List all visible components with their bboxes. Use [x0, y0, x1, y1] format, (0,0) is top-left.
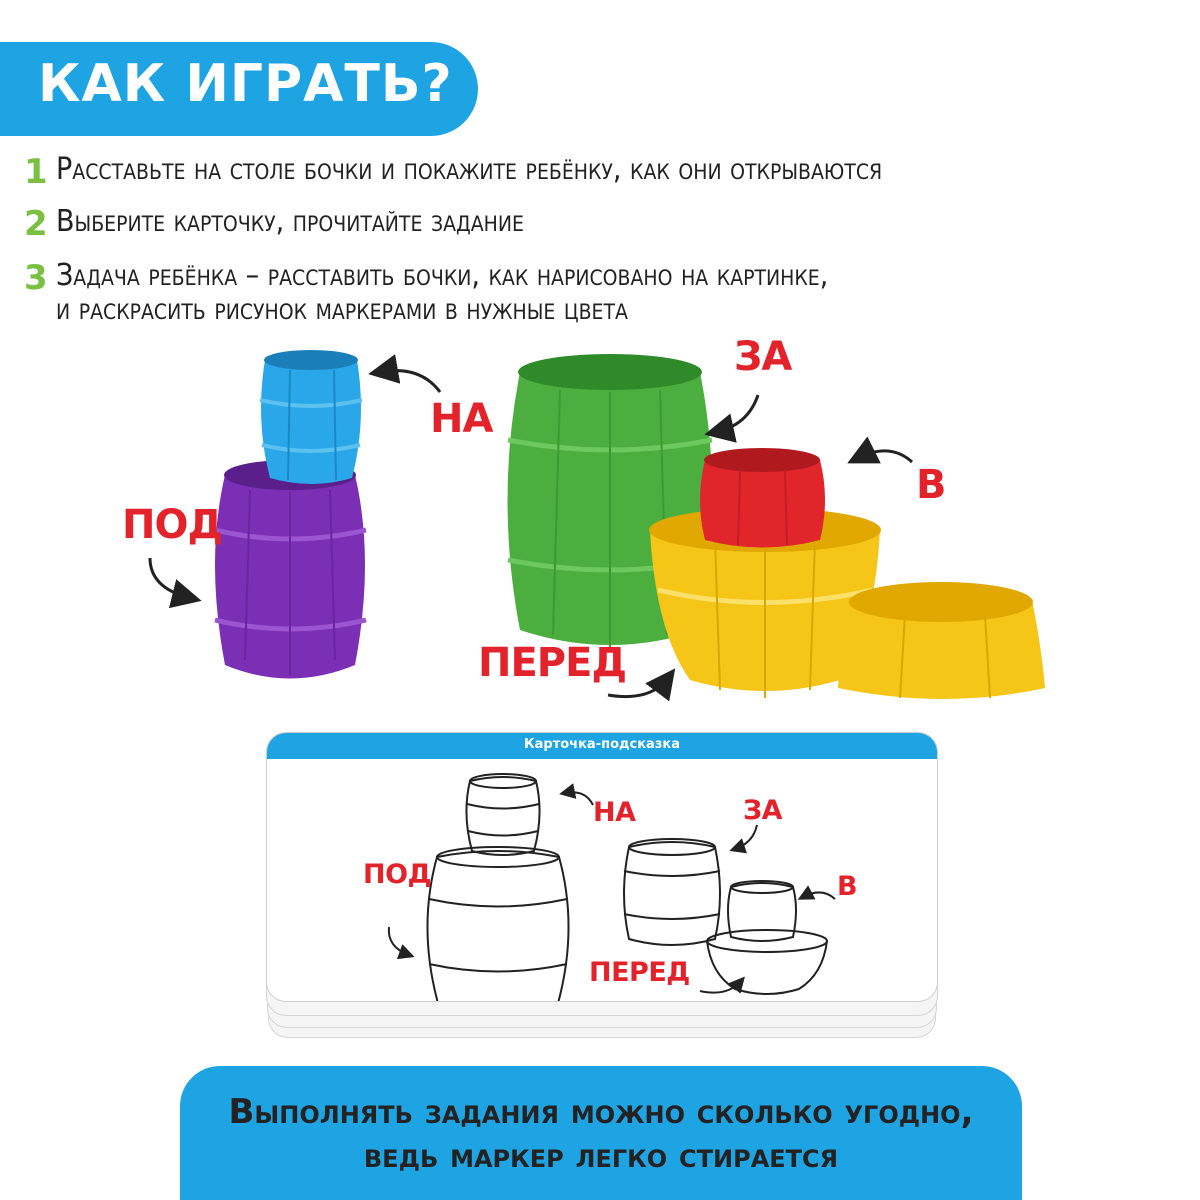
label-in: В [916, 462, 946, 508]
yellow-small-bowl-icon [838, 582, 1045, 699]
step-2-number: 2 [24, 204, 48, 244]
purple-barrel-icon [215, 460, 366, 679]
bottom-text-line-1: Выполнять задания можно сколько угодно, [228, 1092, 974, 1132]
card-label-on: НА [593, 797, 636, 828]
step-3-text: Задача ребёнка – расставить бочки, как нарисовано на картинке, [56, 258, 829, 293]
outline-barrel-big-icon [427, 851, 568, 1001]
outline-barrel-middle-icon [624, 842, 720, 945]
blue-barrel-icon [260, 350, 362, 484]
bottom-text-line-2: ведь маркер легко стирается [363, 1136, 839, 1176]
card-label-behind: ЗА [743, 795, 783, 826]
red-barrel-icon [700, 448, 825, 548]
card-label-in: В [837, 871, 858, 902]
card-label-under: ПОД [363, 859, 432, 890]
step-3-number: 3 [24, 258, 48, 298]
label-under: ПОД [122, 502, 223, 548]
step-1-number: 1 [24, 152, 48, 192]
step-2-text: Выберите карточку, прочитайте задание [56, 204, 524, 239]
page-title: КАК ИГРАТЬ? [38, 54, 453, 114]
label-on: НА [430, 396, 493, 442]
card-title: Карточка-подсказка [524, 737, 680, 752]
label-behind: ЗА [734, 334, 792, 380]
step-1-text: Расставьте на столе бочки и покажите ребёнку, как они открываются [56, 152, 883, 187]
step-3-text-continued: и раскрасить рисунок маркерами в нужные цвета [56, 292, 628, 327]
card-label-in-front: ПЕРЕД [589, 957, 690, 988]
hint-card [266, 732, 938, 1002]
label-in-front: ПЕРЕД [478, 640, 627, 686]
bottom-banner [180, 1066, 1022, 1200]
